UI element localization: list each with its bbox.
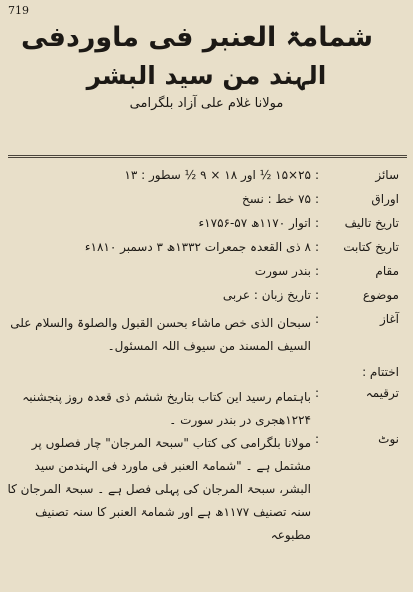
field-size [6,168,399,192]
field-copy-date [6,240,399,264]
divider-top [8,155,407,156]
divider-bottom [8,157,407,158]
field-value: باہتمام رسید این کتاب بتاریخ ششم ذی قعدہ روز پنجشنبہ ۱۲۲۴ھجری در بندر سورت ۔ [22,390,311,427]
field-colon: : [314,432,320,446]
field-composition-date [6,216,399,240]
author-line: مولانا غلام علی آزاد بلگرامی [129,96,284,111]
field-label: موضوع [362,288,399,302]
metadata-list [6,168,399,547]
field-value: ۷۵ خط : نسخ [242,192,311,206]
field-value: ۲۵×۱۵ ½ اور ۱۸ × ۹ ½ سطور : ۱۳ [124,168,311,182]
field-label: نوٹ [378,432,399,446]
field-colon: : [314,386,320,400]
field-label: مقام [375,264,399,278]
field-label: تاریخ تالیف [344,216,399,230]
field-place [6,264,399,288]
field-incipit [6,312,399,358]
field-note [6,432,399,547]
field-colon: : [314,216,320,230]
field-label: سائز [375,168,399,182]
field-label: ترقیمہ [365,386,399,400]
field-colon: : [314,288,320,302]
field-label: آغاز [379,312,399,326]
page-number: 719 [8,4,29,17]
field-colon: : [314,192,320,206]
title-line-1: شمامۃ العنبر فی ماوردفی [20,22,373,53]
field-colon: : [314,312,320,326]
field-folios [6,192,399,216]
field-value: مولانا بلگرامی کی کتاب "سبحۃ المرجان" چار فصلوں پر مشتمل ہے ۔ "شمامۃ العنبر فی ماورد فی الہندمن سید البشر، سبحۃ المرجان کی پہلی فصل ہے ۔ سبحۃ المرجان کا سنہ تصنیف ۱۱۷۷ھ ہے اور شمامۃ العنبر کا سنہ تصنیف مطبوعہ [7,436,311,542]
ending-label: اختتام : [362,365,399,379]
field-value: سبحان الذی خص ماشاء بحسن القبول والصلوۃ والسلام علی السیف المسند من سیوف اللہ المسئول۔ [10,316,311,353]
field-colon: : [314,240,320,254]
field-label: اوراق [371,192,399,206]
field-value: اتوار ۱۱۷۰ھ ۵۷-۱۷۵۶ء [198,216,311,230]
field-subject [6,288,399,312]
field-value: ۸ ذی القعدہ جمعرات ۱۳۳۲ھ ۳ دسمبر ۱۸۱۰ء [84,240,311,254]
title-line-2: الہند من سید البشر [86,61,327,90]
field-value: تاریخ زبان : عربی [222,288,311,302]
field-value: بندر سورت [254,264,311,278]
field-colophon [6,386,399,432]
field-colon: : [314,168,320,182]
title-block [20,18,373,114]
field-colon: : [314,264,320,278]
field-label: تاریخ کتابت [343,240,399,254]
